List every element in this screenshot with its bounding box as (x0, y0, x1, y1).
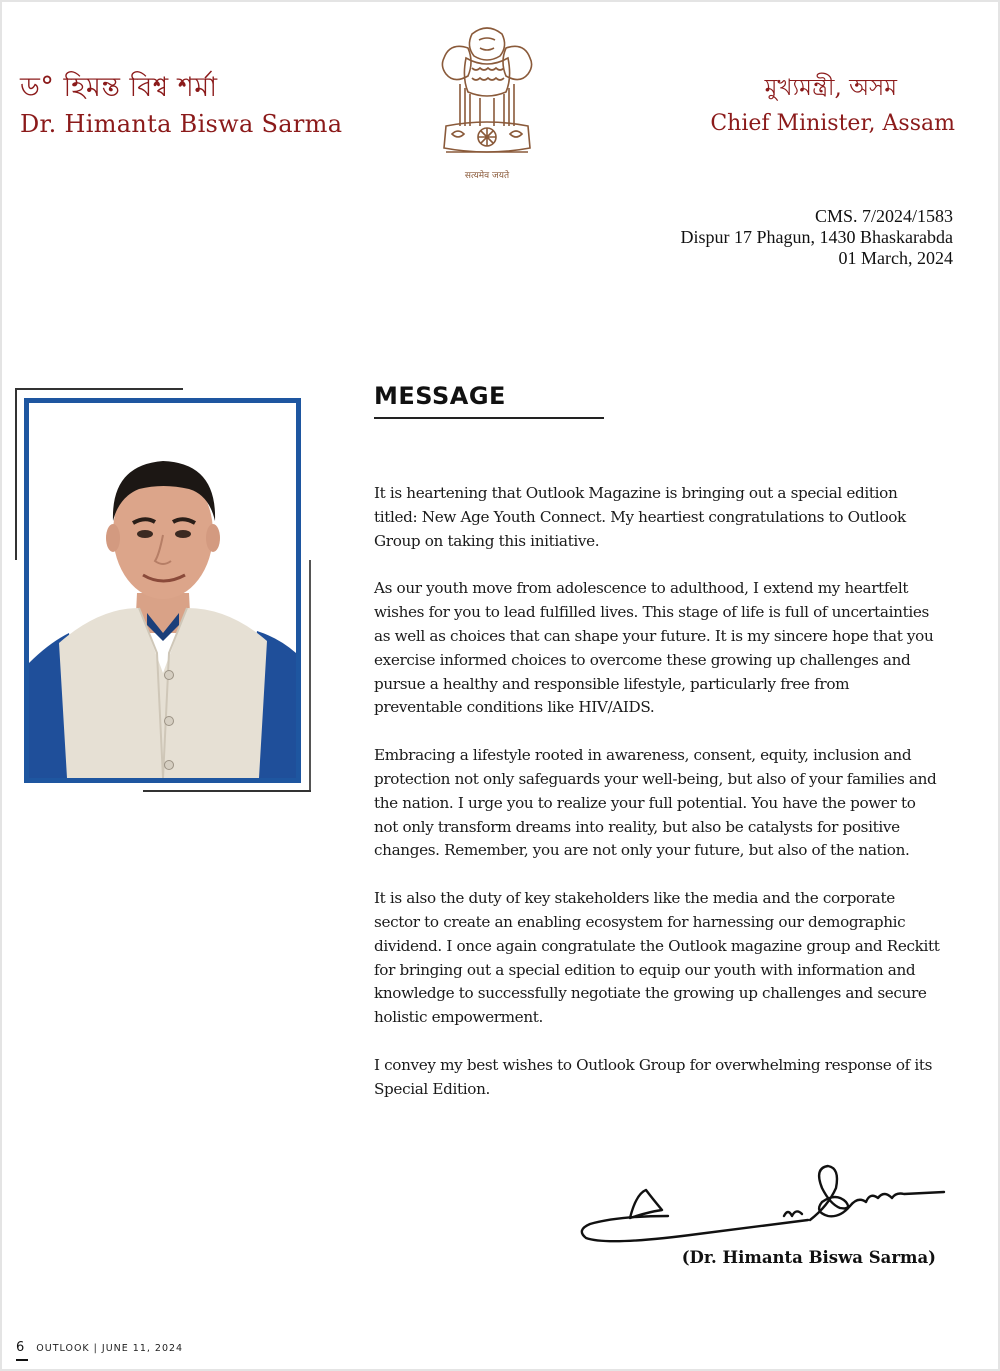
message-paragraph: Embracing a lifestyle rooted in awareness, consent, equity, inclusion and protection not only safeguards your well-being, but also of your families and the nation. I urge you to realize your full potential. You have the power to not only transform dreams into reality, but also be catalysts for positive changes. Remember, you are not only your future, but also of the nation. (374, 746, 937, 860)
title-english: Chief Minister, Assam (710, 111, 955, 136)
message-paragraph: I convey my best wishes to Outlook Group for overwhelming response of its Special Edition. (374, 1055, 933, 1098)
portrait-photo (24, 398, 301, 783)
portrait-image (29, 403, 296, 778)
signatory-name: (Dr. Himanta Biswa Sarma) (681, 1248, 936, 1267)
page-number: 6 (16, 1340, 25, 1355)
handwritten-signature (578, 1158, 948, 1248)
reference-date: 01 March, 2024 (838, 248, 953, 268)
reference-number: CMS. 7/2024/1583 (814, 206, 953, 226)
message-paragraph: It is heartening that Outlook Magazine is bringing out a special edition titled: New Age Youth Connect. My heartiest congratulations to Outlook Group on taking this initiative. (374, 484, 906, 550)
frame-line-right (309, 560, 311, 792)
title-bengali: মুখ্যমন্ত্ৰী, অসম (764, 75, 897, 101)
message-body (374, 482, 940, 1126)
message-paragraph: It is also the duty of key stakeholders like the media and the corporate sector to create an enabling ecosystem for harnessing our demographic dividend. I once again congratulate the Outlook magazine group and Reckitt for bringing out a special edition to equip our youth with information and knowledge to successfully negotiate the growing up challenges and secure holistic empowerment. (374, 889, 940, 1027)
letterhead-name-block (20, 72, 342, 140)
letterhead-title-block (710, 72, 955, 140)
reference-place-date: Dispur 17 Phagun, 1430 Bhaskarabda (680, 227, 953, 247)
frame-line-top (15, 388, 183, 390)
message-title: MESSAGE (374, 382, 506, 410)
publication-info: OUTLOOK | JUNE 11, 2024 (36, 1343, 184, 1354)
message-paragraph: As our youth move from adolescence to adulthood, I extend my heartfelt wishes for you to lead fulfilled lives. This stage of life is full of uncertainties as well as choices that can shape your future. It is my sincere hope that you exercise informed choices to overcome these growing up challenges and pursue a healthy and responsible lifestyle, particularly free from preventable conditions like HIV/AIDS. (374, 579, 934, 717)
frame-line-bottom (143, 790, 311, 792)
page-footer (16, 1340, 183, 1355)
frame-line-left (15, 388, 17, 560)
name-english: Dr. Himanta Biswa Sarma (20, 110, 343, 138)
name-bengali: ড° হিমন্ত বিশ্ব শৰ্মা (20, 72, 218, 103)
message-title-underline (374, 417, 604, 419)
reference-block (681, 206, 953, 269)
national-emblem-icon (432, 18, 542, 188)
svg-text:सत्यमेव जयते: सत्यमेव जयते (464, 171, 510, 181)
